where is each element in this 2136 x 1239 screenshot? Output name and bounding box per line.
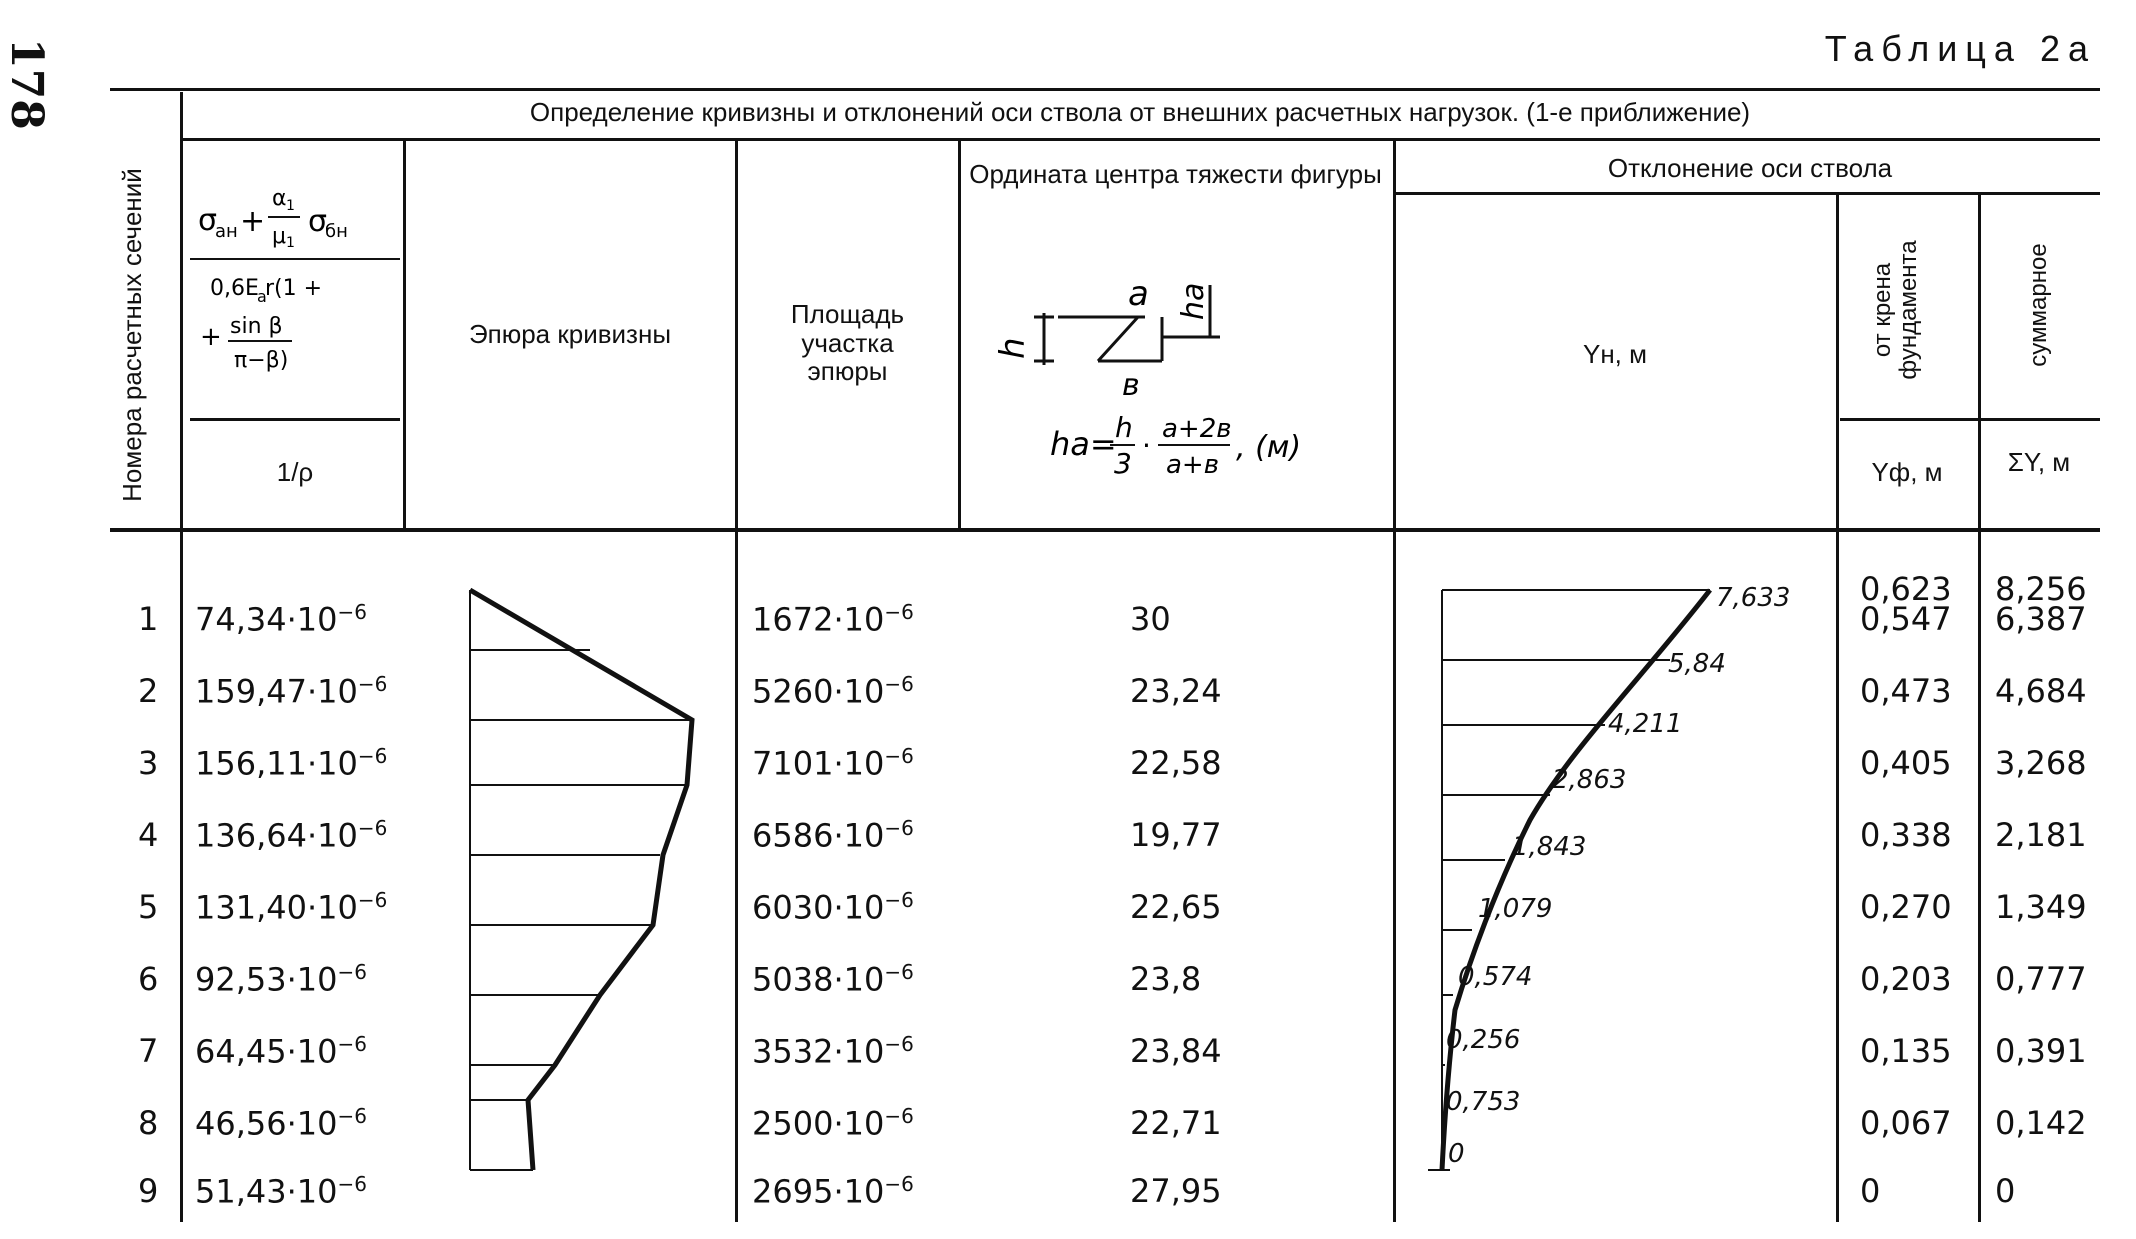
- svg-text:1: 1: [286, 235, 295, 251]
- svg-text:a+2в: a+2в: [1162, 414, 1232, 444]
- ordinate-value: 30: [1130, 600, 1171, 638]
- yf-unit-header: Yф, м: [1871, 457, 1943, 487]
- yf-value: 0,135: [1860, 1032, 1952, 1070]
- col-sep-4: [1393, 140, 1396, 1222]
- defl-label-10: 0: [1448, 1139, 1465, 1169]
- sy-value: 0: [1995, 1172, 2016, 1210]
- col-sep-1: [403, 140, 406, 530]
- svg-text:a: a: [1128, 274, 1149, 314]
- curvature-value: $92,53\cdot 10^{-6}$: [195, 960, 367, 999]
- curvature-value: $156,11\cdot 10^{-6}$: [195, 744, 388, 783]
- area-value: $2695\cdot 10^{-6}$: [752, 1172, 914, 1211]
- svg-text:r(1 +: r(1 +: [265, 276, 323, 301]
- ordinate-value: 27,95: [1130, 1172, 1222, 1210]
- yf-value: 0,338: [1860, 816, 1952, 854]
- area-value: $5038\cdot 10^{-6}$: [752, 960, 914, 999]
- svg-text:π−β): π−β): [234, 348, 289, 373]
- top-rule: [110, 88, 2100, 91]
- formula-svg: [190, 165, 400, 420]
- svg-text:sin β: sin β: [230, 314, 283, 339]
- yf-value: 0,203: [1860, 960, 1952, 998]
- curvature-value: $131,40\cdot 10^{-6}$: [195, 888, 388, 927]
- svg-text:, (м): , (м): [1236, 430, 1302, 465]
- curvature-value: $159,47\cdot 10^{-6}$: [195, 672, 388, 711]
- header-bottom-rule: [110, 528, 2100, 532]
- sy-value: 8,256: [1995, 570, 2087, 608]
- formula-unit: 1/ρ: [276, 457, 314, 487]
- curvature-epure: [440, 570, 720, 1190]
- col-sep-2: [735, 140, 738, 1222]
- svg-text:σ: σ: [198, 203, 218, 238]
- row-number: 2: [138, 672, 159, 710]
- col-sep-0: [180, 92, 183, 1222]
- area-value: $6030\cdot 10^{-6}$: [752, 888, 914, 927]
- sy-value: 1,349: [1995, 888, 2087, 926]
- svg-text:ha: ha: [1176, 282, 1211, 320]
- row-number: 4: [138, 816, 159, 854]
- area-value: $6586\cdot 10^{-6}$: [752, 816, 914, 855]
- ordinate-value: 19,77: [1130, 816, 1222, 854]
- row-label-header: [114, 140, 160, 530]
- foundation-header: от крена фундамента: [1869, 240, 1923, 380]
- yf-value: 0: [1860, 1172, 1881, 1210]
- curvature-value: $51,43\cdot 10^{-6}$: [195, 1172, 367, 1211]
- sy-value: 2,181: [1995, 816, 2087, 854]
- defl-label-9: 0,753: [1446, 1087, 1521, 1117]
- area-value: $2500\cdot 10^{-6}$: [752, 1104, 914, 1143]
- svg-text:·: ·: [1142, 429, 1151, 462]
- defl-label-3: 4,211: [1608, 709, 1683, 739]
- epure-header: Эпюра кривизны: [468, 319, 672, 349]
- sy-value-2: 6,387: [1995, 600, 2087, 638]
- sy-value: 0,777: [1995, 960, 2087, 998]
- ordinate-value: 22,65: [1130, 888, 1222, 926]
- ordinate-sketch: [990, 255, 1390, 489]
- defl-label-5: 1,843: [1512, 832, 1587, 862]
- svg-text:μ: μ: [272, 224, 286, 249]
- curvature-value: $64,45\cdot 10^{-6}$: [195, 1032, 367, 1071]
- defl-label-7: 0,574: [1458, 962, 1533, 992]
- defl-label-4: 2,863: [1552, 765, 1627, 795]
- trapezoid-svg: [990, 255, 1390, 485]
- area-value: $1672\cdot 10^{-6}$: [752, 600, 914, 639]
- svg-text:a+в: a+в: [1166, 450, 1220, 480]
- svg-text:3: 3: [1114, 447, 1132, 480]
- svg-text:+: +: [200, 322, 222, 352]
- main-header: Определение кривизны и отклонений оси ствола от внешних расчетных нагрузок. (1-е приближение): [529, 97, 1751, 127]
- sy-value: 0,142: [1995, 1104, 2087, 1142]
- table-title: Таблица 2а: [1824, 28, 2096, 69]
- svg-text:1: 1: [286, 198, 295, 214]
- yf-value: 0,067: [1860, 1104, 1952, 1142]
- row-label-text: Номера расчетных сечений: [117, 168, 147, 502]
- header-rule-1: [180, 138, 2100, 141]
- sy-value: 3,268: [1995, 744, 2087, 782]
- row-number: 7: [138, 1032, 159, 1070]
- row-number: 5: [138, 888, 159, 926]
- row-number: 1: [138, 600, 159, 638]
- svg-text:α: α: [272, 186, 287, 211]
- header-rule-deflection: [1395, 192, 2100, 195]
- curvature-value: $136,64\cdot 10^{-6}$: [195, 816, 388, 855]
- yf-value: 0,623: [1860, 570, 1952, 608]
- sy-value: 0,391: [1995, 1032, 2087, 1070]
- formula-header: [190, 165, 400, 420]
- curvature-value: $74,34\cdot 10^{-6}$: [195, 600, 367, 639]
- svg-text:+: +: [240, 204, 266, 239]
- svg-text:h: h: [993, 337, 1033, 359]
- defl-label-6: 1,079: [1478, 894, 1553, 924]
- yf-value-2: 0,547: [1860, 600, 1952, 638]
- svg-text:в: в: [1122, 368, 1140, 403]
- curvature-value: $46,56\cdot 10^{-6}$: [195, 1104, 367, 1143]
- area-value: $3532\cdot 10^{-6}$: [752, 1032, 914, 1071]
- deflection-header: Отклонение оси ствола: [1607, 153, 1893, 183]
- total-header: суммарное: [2025, 243, 2052, 367]
- svg-text:бн: бн: [325, 221, 348, 242]
- ordinate-value: 23,84: [1130, 1032, 1222, 1070]
- ordinate-value: 23,24: [1130, 672, 1222, 710]
- svg-text:h: h: [1115, 411, 1133, 444]
- page-number: 178: [1, 38, 52, 130]
- col-sep-3: [958, 140, 961, 530]
- col-sep-6: [1978, 195, 1981, 1222]
- yf-value: 0,405: [1860, 744, 1952, 782]
- ordinate-value: 22,58: [1130, 744, 1222, 782]
- sy-value: 4,684: [1995, 672, 2087, 710]
- yf-value: 0,270: [1860, 888, 1952, 926]
- area-header: Площадь участка эпюры: [790, 299, 905, 387]
- sy-unit-header: ΣY, м: [2007, 447, 2071, 477]
- unit-rule-right: [1840, 418, 2100, 421]
- area-value: $7101\cdot 10^{-6}$: [752, 744, 914, 783]
- defl-label-2: 5,84: [1668, 649, 1726, 679]
- row-number: 8: [138, 1104, 159, 1142]
- ordinate-value: 22,71: [1130, 1104, 1222, 1142]
- deflection-curve: [1420, 570, 1840, 1190]
- row-number: 3: [138, 744, 159, 782]
- ordinate-header: Ордината центра тяжести фигуры: [969, 159, 1382, 189]
- svg-text:ан: ан: [215, 221, 238, 242]
- defl-label-8: 0,256: [1446, 1025, 1521, 1055]
- yn-header: Yн, м: [1582, 339, 1648, 369]
- svg-text:σ: σ: [308, 204, 328, 239]
- row-number: 9: [138, 1172, 159, 1210]
- svg-text:0,6E: 0,6E: [210, 276, 259, 301]
- svg-text:hа=: hа=: [1050, 425, 1117, 463]
- area-value: $5260\cdot 10^{-6}$: [752, 672, 914, 711]
- svg-text:a: a: [257, 287, 267, 306]
- defl-label-1: 7,633: [1716, 583, 1791, 613]
- ordinate-value: 23,8: [1130, 960, 1202, 998]
- row-number: 6: [138, 960, 159, 998]
- yf-value: 0,473: [1860, 672, 1952, 710]
